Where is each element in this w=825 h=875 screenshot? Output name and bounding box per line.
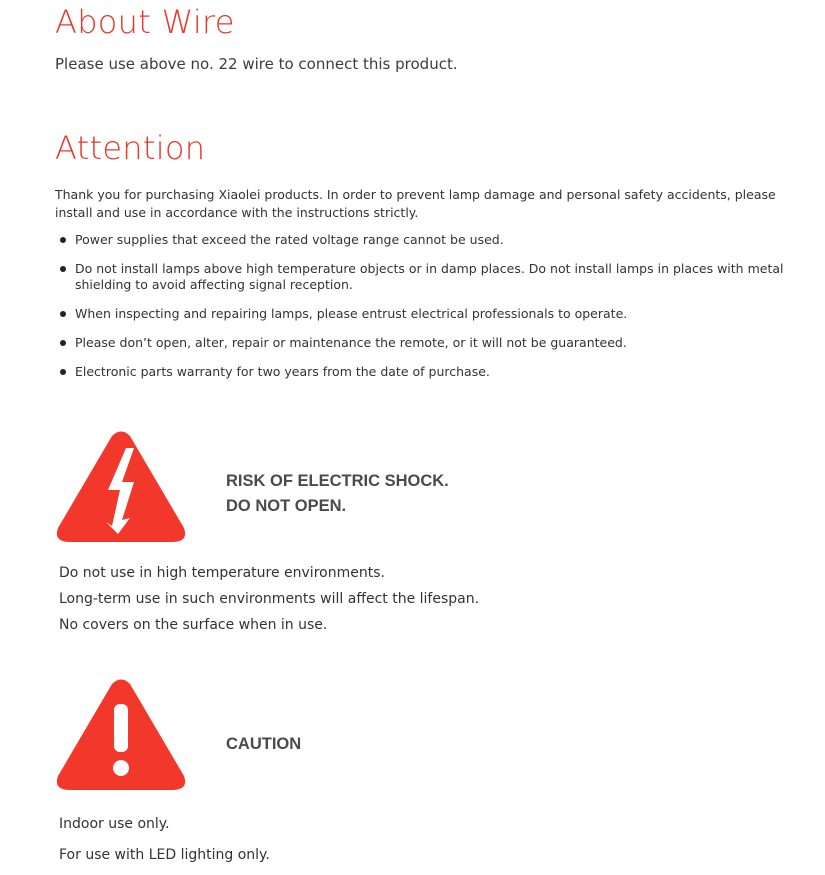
shock-warning-line-2: DO NOT OPEN.: [226, 497, 347, 515]
list-item: [58, 335, 803, 351]
note-line: Indoor use only.: [59, 816, 170, 832]
shock-warning-notes: [59, 560, 479, 638]
bullet-icon: [60, 311, 66, 317]
attention-list: [58, 232, 803, 393]
attention-intro: Thank you for purchasing Xiaolei products. In order to prevent lamp damage and personal safety accidents, please install and use in accordance with the instructions strictly.: [55, 187, 776, 220]
list-item: [58, 261, 803, 293]
bullet-icon: [60, 237, 66, 243]
electric-shock-warning-icon: [54, 430, 188, 543]
about-wire-text: Please use above no. 22 wire to connect this product.: [55, 55, 458, 73]
note-line: No covers on the surface when in use.: [59, 617, 328, 633]
list-item: [58, 306, 803, 322]
shock-warning-line-1: RISK OF ELECTRIC SHOCK.: [226, 472, 449, 490]
note-line: For use with LED lighting only.: [59, 847, 270, 863]
bullet-icon: [60, 369, 66, 375]
list-item: [58, 232, 803, 248]
list-item: [58, 364, 803, 380]
note-line: Long-term use in such environments will affect the lifespan.: [59, 591, 480, 607]
caution-label: CAUTION: [226, 735, 302, 753]
attention-heading: Attention: [55, 129, 206, 167]
note-line: Do not use in high temperature environments.: [59, 565, 385, 581]
bullet-icon: [60, 340, 66, 346]
list-item-text: When inspecting and repairing lamps, please entrust electrical professionals to operate.: [75, 306, 628, 321]
shock-warning-label: [226, 469, 449, 519]
exclamation-warning-icon: [54, 678, 188, 791]
about-wire-heading: About Wire: [55, 3, 235, 41]
caution-notes: [59, 809, 270, 871]
list-item-text: Power supplies that exceed the rated voltage range cannot be used.: [75, 232, 504, 247]
bullet-icon: [60, 266, 66, 272]
list-item-text: Please don’t open, alter, repair or maintenance the remote, or it will not be guaranteed.: [75, 335, 627, 350]
list-item-text: Do not install lamps above high temperature objects or in damp places. Do not install lamps in places with metal shielding to avoid affecting signal reception.: [75, 261, 784, 292]
list-item-text: Electronic parts warranty for two years from the date of purchase.: [75, 364, 490, 379]
